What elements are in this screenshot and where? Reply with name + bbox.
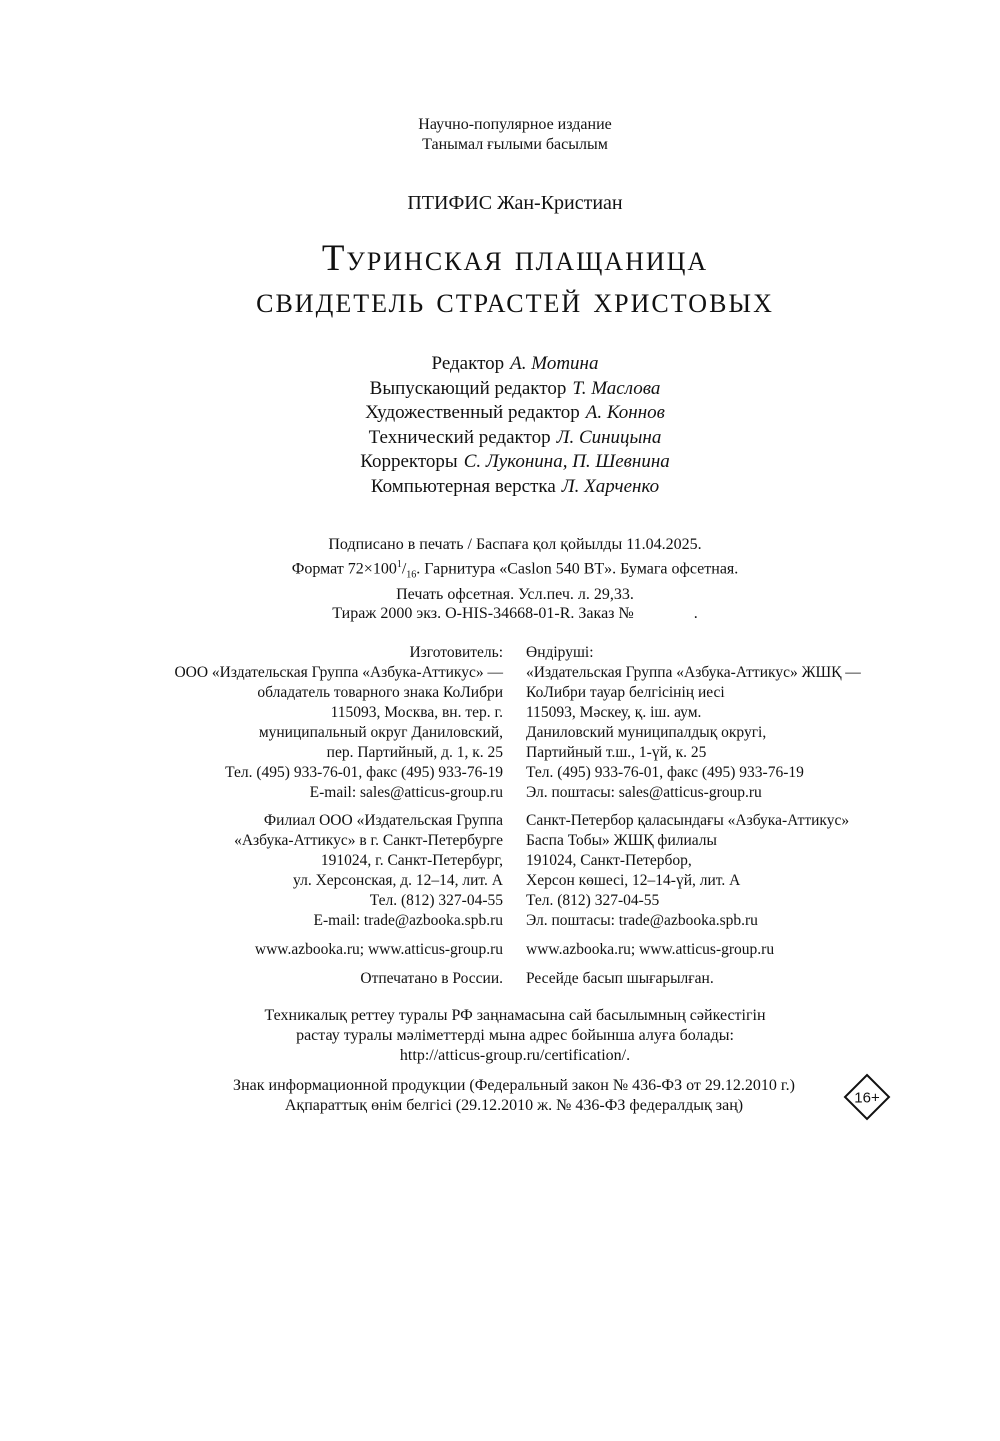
credit-name: Л. Синицына (556, 426, 662, 448)
credit-role: Выпускающий редактор (369, 377, 567, 399)
format-prefix: Формат 72×100 (291, 559, 397, 577)
credit-line (0, 450, 1000, 475)
address-line: муниципальный округ Даниловский, (258, 724, 503, 741)
title-line-2: свидетель страстей христовых (256, 280, 774, 321)
branch-line: 191024, г. Санкт-Петербург, (320, 852, 503, 869)
author-name: ПТИФИС Жан-Кристиан (407, 192, 623, 214)
genre-ru: Научно-популярное издание (418, 116, 612, 133)
address-line: ООО «Издательская Группа «Азбука-Аттикус» — (174, 664, 503, 681)
branch-line: 191024, Санкт-Петербор, (526, 852, 692, 869)
credit-name: А. Коннов (585, 402, 665, 423)
printing-details (0, 535, 1000, 624)
run-end: . (693, 605, 698, 623)
credit-name: С. Луконина, П. Шевнина (463, 451, 670, 472)
genre-block (0, 115, 1000, 155)
run-line (0, 604, 1000, 624)
cert-line-2: растау туралы мәліметтерді мына адрес бойынша алуға болады: (296, 1027, 734, 1044)
branch-email: Эл. поштасы: trade@azbooka.spb.ru (526, 912, 758, 929)
branch-email: E-mail: trade@azbooka.spb.ru (313, 912, 503, 929)
info-sign-kz: Ақпараттық өнім белгісі (29.12.2010 ж. № 436-ФЗ федералдық заң) (284, 1097, 744, 1114)
credit-name: А. Мотина (510, 353, 599, 374)
credit-role: Редактор (431, 353, 505, 374)
address-line: 115093, Мәскеу, қ. іш. аум. (526, 704, 702, 721)
manufacturer-ru (130, 643, 503, 989)
run-text: Тираж 2000 экз. O-HIS-34668-01-R. Заказ № (332, 605, 634, 623)
book-title (0, 238, 1000, 322)
genre-kz: Танымал ғылыми басылым (422, 136, 608, 153)
address-line: пер. Партийный, д. 1, к. 25 (326, 744, 503, 761)
credit-line (0, 352, 1000, 377)
manufacturer-header: Өндіруші: (526, 644, 594, 661)
signed-date: Подписано в печать / Баспаға қол қойылды 11.04.2025. (328, 536, 702, 553)
credit-line (0, 475, 1000, 500)
format-denominator: 16 (406, 569, 417, 581)
branch-line: Херсон көшесі, 12–14-үй, лит. А (526, 872, 741, 889)
address-line: КоЛибри тауар белгісінің иесі (526, 684, 725, 701)
branch-line: Филиал ООО «Издательская Группа (263, 812, 503, 829)
branch-line: Санкт-Петербор қаласындағы «Азбука-Аттикус» (526, 812, 850, 829)
print-type: Печать офсетная. Усл.печ. л. 29,33. (396, 585, 634, 603)
email-line: Эл. поштасы: sales@atticus-group.ru (526, 784, 762, 801)
title-line-1: Туринская плащаница (321, 238, 709, 279)
websites: www.azbooka.ru; www.atticus-group.ru (254, 941, 503, 958)
phone-line: Тел. (495) 933-76-01, факс (495) 933-76-19 (526, 764, 804, 781)
credits-list (0, 352, 1000, 499)
websites: www.azbooka.ru; www.atticus-group.ru (526, 941, 775, 958)
credit-role: Корректоры (360, 451, 458, 472)
credit-line (0, 426, 1000, 451)
age-rating-label: 16+ (854, 1089, 880, 1107)
credit-line (0, 401, 1000, 426)
credit-line (0, 377, 1000, 402)
credit-role: Художественный редактор (365, 402, 580, 423)
credit-role: Компьютерная верстка (370, 475, 556, 497)
format-numerator: 1 (396, 558, 402, 570)
credit-name: Л. Харченко (561, 475, 660, 497)
email-line: E-mail: sales@atticus-group.ru (309, 784, 503, 801)
address-line: обладатель товарного знака КоЛибри (257, 684, 503, 701)
format-slash: / (401, 559, 407, 577)
phone-line: Тел. (495) 933-76-01, факс (495) 933-76-19 (225, 764, 503, 781)
cert-link: http://atticus-group.ru/certification/. (399, 1047, 631, 1064)
branch-phone: Тел. (812) 327-04-55 (526, 892, 660, 909)
branch-line: «Азбука-Аттикус» в г. Санкт-Петербурге (234, 832, 503, 849)
address-line: Партийный т.ш., 1-үй, к. 25 (526, 744, 707, 761)
credit-role: Технический редактор (368, 426, 551, 448)
cert-line-1: Техникалық реттеу туралы РФ заңнамасына сай басылымның сәйкестігін (264, 1007, 766, 1024)
credit-name: Т. Маслова (572, 377, 661, 399)
address-line: Даниловский муниципалдық округі, (526, 724, 767, 741)
manufacturer-header: Изготовитель: (409, 644, 503, 661)
address-line: «Издательская Группа «Азбука-Аттикус» ЖШҚ — (526, 664, 861, 681)
format-suffix: . Гарнитура «Caslon 540 BT». Бумага офсетная. (416, 559, 739, 577)
format-line (0, 555, 1000, 585)
manufacturer-kz (526, 643, 926, 989)
address-line: 115093, Москва, вн. тер. г. (330, 704, 503, 721)
info-sign-text (180, 1076, 848, 1116)
age-rating-icon (843, 1073, 891, 1121)
branch-line: ул. Херсонская, д. 12–14, лит. А (293, 872, 503, 889)
branch-line: Баспа Тобы» ЖШҚ филиалы (526, 832, 717, 849)
info-sign-ru: Знак информационной продукции (Федеральный закон № 436-ФЗ от 29.12.2010 г.) (233, 1077, 795, 1094)
certification-note (0, 1006, 1000, 1066)
printed-in: Отпечатано в России. (360, 970, 503, 987)
printed-in: Ресейде басып шығарылған. (526, 970, 714, 987)
branch-phone: Тел. (812) 327-04-55 (369, 892, 503, 909)
